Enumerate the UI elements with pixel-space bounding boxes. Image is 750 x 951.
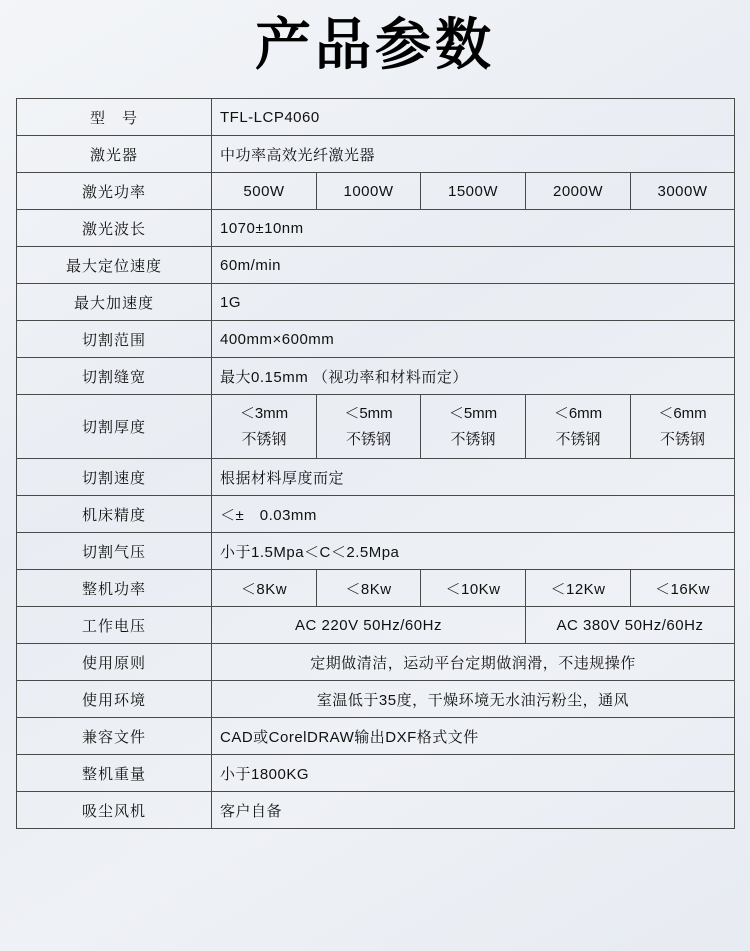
spec-table-wrap [16,98,734,829]
spec-row [17,459,735,496]
spec-row-value: ＜8Kw [317,570,421,607]
spec-row-label: 切割缝宽 [17,358,212,395]
spec-row-label: 切割厚度 [17,395,212,459]
spec-row-label: 工作电压 [17,607,212,644]
spec-row-value: 小于1800KG [212,755,735,792]
spec-row [17,321,735,358]
spec-row [17,395,735,459]
spec-row-value: 客户自备 [212,792,735,829]
spec-row-value [526,395,631,459]
spec-row-value: ＜16Kw [631,570,735,607]
spec-row-value: 定期做清洁，运动平台定期做润滑，不违规操作 [212,644,735,681]
spec-value-line: 不锈钢 [555,430,601,448]
spec-row-value: 根据材料厚度而定 [212,459,735,496]
spec-row [17,681,735,718]
spec-row-label: 整机重量 [17,755,212,792]
spec-value-line: ＜6mm [553,405,603,423]
spec-row [17,533,735,570]
spec-row [17,718,735,755]
spec-row-value: 1000W [317,173,421,210]
spec-row-value: 1500W [421,173,526,210]
page-title: 产品参数 [255,13,495,78]
spec-value-line: 不锈钢 [241,430,287,448]
spec-table-body [17,99,735,829]
spec-row [17,136,735,173]
spec-row-label: 最大加速度 [17,284,212,321]
spec-row-value: 1G [212,284,735,321]
spec-row [17,358,735,395]
spec-row [17,570,735,607]
spec-value-line: 不锈钢 [659,430,705,448]
spec-row-value: 500W [212,173,317,210]
spec-row-label: 切割速度 [17,459,212,496]
spec-row-value: ＜10Kw [421,570,526,607]
spec-row [17,607,735,644]
spec-row [17,210,735,247]
spec-row-label: 切割气压 [17,533,212,570]
spec-row [17,173,735,210]
spec-row-label: 吸尘风机 [17,792,212,829]
spec-row-value [631,395,735,459]
spec-row [17,792,735,829]
spec-value-line: 不锈钢 [450,430,496,448]
spec-row-value [317,395,421,459]
spec-row-value: TFL-LCP4060 [212,99,735,136]
spec-row-value: ＜8Kw [212,570,317,607]
spec-row-value: 400mm×600mm [212,321,735,358]
spec-value-line: ＜6mm [658,405,707,423]
spec-row-label: 兼容文件 [17,718,212,755]
spec-row-value [212,395,317,459]
spec-row-label: 使用原则 [17,644,212,681]
spec-row [17,284,735,321]
spec-row-value: 小于1.5Mpa＜C＜2.5Mpa [212,533,735,570]
spec-row-value: 室温低于35度，干燥环境无水油污粉尘，通风 [212,681,735,718]
spec-row [17,496,735,533]
spec-row-label: 最大定位速度 [17,247,212,284]
spec-value-line: 不锈钢 [345,430,391,448]
spec-row-value: ＜± 0.03mm [212,496,735,533]
spec-row-value: AC 220V 50Hz/60Hz [212,607,526,644]
spec-row-value: 最大0.15mm （视功率和材料而定） [212,358,735,395]
spec-row [17,247,735,284]
spec-row-label: 激光器 [17,136,212,173]
spec-value-line: ＜3mm [239,405,289,423]
spec-row [17,755,735,792]
spec-table [16,98,735,829]
spec-row-value: 60m/min [212,247,735,284]
spec-value-line: ＜5mm [344,405,393,423]
spec-row [17,99,735,136]
spec-value-line: ＜5mm [448,405,498,423]
spec-row-value: CAD或CorelDRAW输出DXF格式文件 [212,718,735,755]
spec-row-label: 使用环境 [17,681,212,718]
spec-row-value [421,395,526,459]
spec-row-label: 切割范围 [17,321,212,358]
spec-row-value: AC 380V 50Hz/60Hz [526,607,735,644]
spec-row-value: 1070±10nm [212,210,735,247]
spec-row-label: 型 号 [17,99,212,136]
spec-row-value: 3000W [631,173,735,210]
spec-row-value: 2000W [526,173,631,210]
spec-row-label: 激光功率 [17,173,212,210]
spec-row-label: 激光波长 [17,210,212,247]
spec-row-label: 机床精度 [17,496,212,533]
spec-row [17,644,735,681]
spec-row-value: 中功率高效光纤激光器 [212,136,735,173]
spec-row-value: ＜12Kw [526,570,631,607]
spec-row-label: 整机功率 [17,570,212,607]
